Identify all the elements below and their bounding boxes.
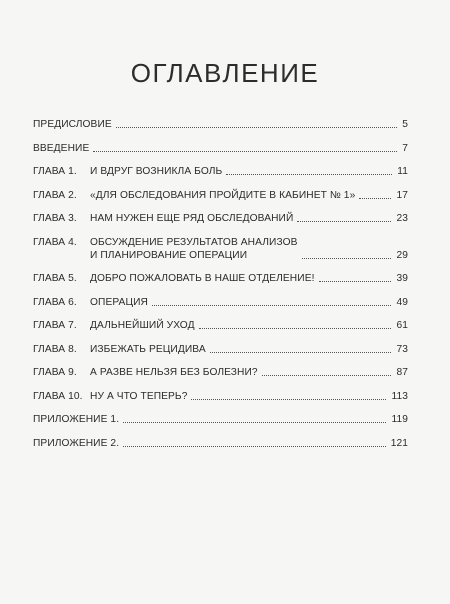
- toc-chapter-title: ДОБРО ПОЖАЛОВАТЬ В НАШЕ ОТДЕЛЕНИЕ!: [90, 273, 315, 284]
- dot-leader: [123, 446, 386, 447]
- toc-page-number: 39: [396, 273, 408, 284]
- toc-entry-chapter-6: [33, 296, 408, 309]
- toc-chapter-title: ОПЕРАЦИЯ: [90, 296, 148, 308]
- dot-leader: [152, 305, 391, 306]
- dot-leader: [199, 328, 392, 329]
- toc-chapter-number: ГЛАВА 10.: [33, 390, 83, 402]
- toc-page-number: 11: [397, 166, 408, 177]
- dot-leader: [93, 151, 397, 152]
- dot-leader: [191, 399, 386, 400]
- toc-chapter-number: ГЛАВА 7.: [33, 320, 77, 331]
- toc-chapter-number: ГЛАВА 3.: [33, 213, 77, 224]
- toc-page-number: 23: [396, 213, 408, 224]
- page-title: ОГЛАВЛЕНИЕ: [130, 58, 320, 88]
- dot-leader: [359, 198, 391, 199]
- toc-page-number: 29: [396, 249, 408, 261]
- toc-entry-chapter-1: [33, 165, 408, 178]
- toc-entry-chapter-7: [33, 319, 408, 332]
- dot-leader: [210, 352, 392, 353]
- toc-chapter-number: ГЛАВА 1.: [33, 166, 77, 177]
- toc-entry-chapter-2: [33, 189, 408, 202]
- toc-chapter-title-line-1: ОБСУЖДЕНИЕ РЕЗУЛЬТАТОВ АНАЛИЗОВ: [90, 236, 298, 248]
- toc-chapter-title: [90, 236, 298, 262]
- toc-page-number: 61: [396, 320, 408, 331]
- dot-leader: [302, 258, 392, 259]
- toc-chapter-title: «ДЛЯ ОБСЛЕДОВАНИЯ ПРОЙДИТЕ В КАБИНЕТ № 1»: [90, 189, 356, 201]
- toc-entry-label: ПРЕДИСЛОВИЕ: [33, 119, 112, 130]
- toc-chapter-title: НУ А ЧТО ТЕПЕРЬ?: [90, 390, 188, 402]
- toc-entry-chapter-3: [33, 212, 408, 225]
- dot-leader: [123, 422, 386, 423]
- toc-entry-chapter-4: [33, 236, 408, 262]
- toc-chapter-number: ГЛАВА 6.: [33, 296, 77, 308]
- toc-entry-label: ПРИЛОЖЕНИЕ 2.: [33, 437, 120, 449]
- toc-chapter-number: ГЛАВА 9.: [33, 367, 77, 378]
- toc-entry-label: ВВЕДЕНИЕ: [33, 142, 90, 154]
- toc-chapter-title: ИЗБЕЖАТЬ РЕЦИДИВА: [90, 343, 206, 355]
- toc-chapter-number: ГЛАВА 2.: [33, 189, 77, 201]
- toc-chapter-title-line-2: И ПЛАНИРОВАНИЕ ОПЕРАЦИИ: [90, 249, 248, 261]
- toc-page-number: 119: [391, 414, 408, 425]
- dot-leader: [262, 375, 392, 376]
- dot-leader: [116, 127, 397, 128]
- toc-entry-chapter-8: [33, 343, 408, 356]
- toc-entry-chapter-9: [33, 366, 408, 379]
- toc-page-number: 49: [396, 296, 408, 308]
- toc-chapter-number: ГЛАВА 8.: [33, 343, 77, 355]
- toc-page-number: 5: [402, 119, 408, 130]
- toc-chapter-title: И ВДРУГ ВОЗНИКЛА БОЛЬ: [90, 166, 223, 177]
- toc-entry-appendix-2: [33, 437, 408, 450]
- toc-page-number: 17: [396, 189, 408, 201]
- toc-chapter-number: ГЛАВА 4.: [33, 236, 77, 248]
- dot-leader: [297, 221, 391, 222]
- toc-entry-introduction: [33, 142, 408, 155]
- dot-leader: [226, 174, 392, 175]
- toc-page-number: 113: [391, 390, 408, 402]
- dot-leader: [319, 281, 392, 282]
- toc-chapter-number: ГЛАВА 5.: [33, 273, 77, 284]
- toc-page-number: 121: [390, 437, 408, 449]
- toc-page-number: 73: [396, 343, 408, 355]
- toc-chapter-title: НАМ НУЖЕН ЕЩЕ РЯД ОБСЛЕДОВАНИЙ: [90, 213, 294, 224]
- toc-entry-label: ПРИЛОЖЕНИЕ 1.: [33, 414, 120, 425]
- toc-page-number: 7: [402, 142, 408, 154]
- toc-entry-appendix-1: [33, 413, 408, 426]
- toc-entry-chapter-10: [33, 390, 408, 403]
- toc-chapter-title: А РАЗВЕ НЕЛЬЗЯ БЕЗ БОЛЕЗНИ?: [90, 367, 258, 378]
- table-of-contents: [33, 118, 408, 460]
- toc-entry-preface: [33, 118, 408, 131]
- toc-page-number: 87: [396, 367, 408, 378]
- toc-entry-chapter-5: [33, 272, 408, 285]
- toc-chapter-title: ДАЛЬНЕЙШИЙ УХОД: [90, 320, 195, 331]
